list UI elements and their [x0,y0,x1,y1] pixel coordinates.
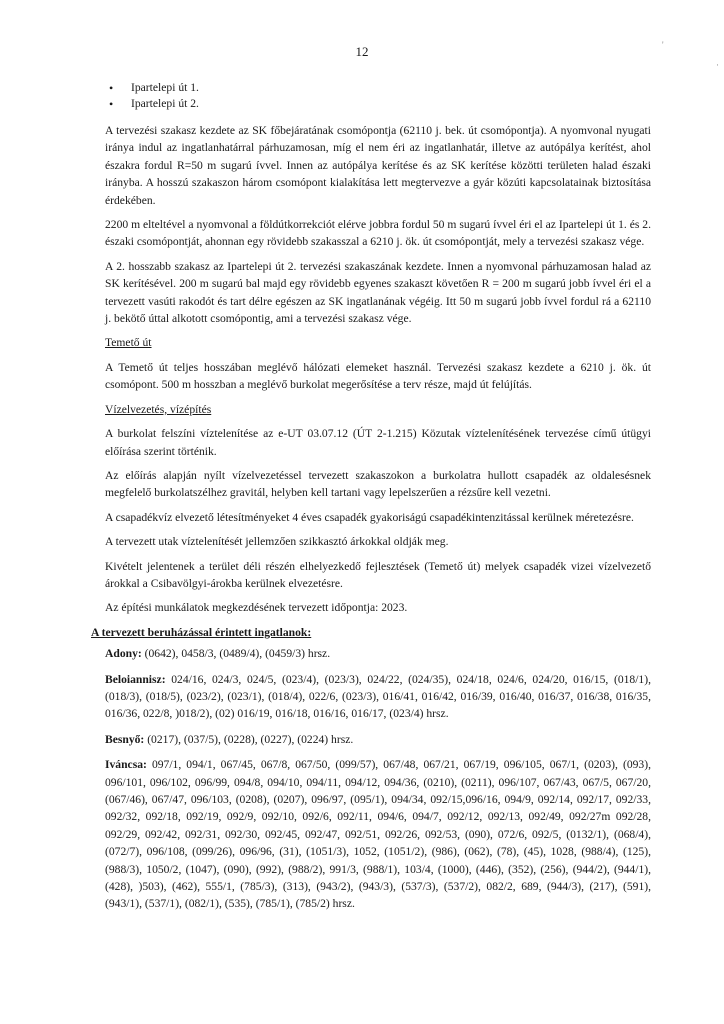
paragraph: A 2. hosszabb szakasz az Ipartelepi út 2. tervezési szakaszának kezdete. Innen a nyomvonal párhuzamosan halad az SK kerítésével. 200 m sugarú bal majd egy rövidebb egyenes szakaszt követően R = 200 m sugarú jobb ívvel éri el a tervezett vasúti rakodót és tart délre egészen az SK ingatlanának végéig. Itt 50 m sugarú jobb ívvel fordul rá a 62110 j. bekötő úttal alkotott csomópontig, ami a tervezési szakasz vége. [105,259,651,326]
bullet-item: • Ipartelepi út 1. [105,80,651,96]
municipality-name: Adony: [105,647,142,661]
municipality-name: Beloiannisz: [105,672,166,686]
property-list-item [105,645,651,662]
parcel-numbers: (0642), 0458/3, (0489/4), (0459/3) hrsz. [141,647,331,661]
bullet-item: • Ipartelepi út 2. [105,96,651,112]
paragraph: 2200 m elteltével a nyomvonal a földútkorrekciót elérve jobbra fordul 50 m sugarú ívvel éri el az Ipartelepi út 1. és 2. északi csomópontját, ahonnan egy rövidebb szakasszal a 6210 j. ök. út csomópontját, mely a tervezési szakasz vége. [105,218,651,249]
paragraph: A csapadékvíz elvezető létesítményeket 4 éves csapadék gyakoriságú csapadékintenzitással kerülnek méretezésre. [105,510,634,524]
section-heading-vizelvezetes: Vízelvezetés, vízépítés [105,402,212,416]
section-heading-ingatlanok: A tervezett beruházással érintett ingatlanok: [91,625,312,639]
section-heading-temeto: Temető út [105,336,152,350]
scan-mark: ' [662,40,664,50]
paragraph: Az építési munkálatok megkezdésének tervezett időpontja: 2023. [105,601,408,615]
municipality-name: Besnyő: [105,732,145,746]
paragraph: A tervezett utak víztelenítését jellemzően szikkasztó árkokkal oldják meg. [105,535,449,549]
page-number: 12 [355,44,369,59]
property-list-item [105,756,651,913]
scan-mark: · [716,60,719,70]
paragraph: Az előírás alapján nyílt vízelvezetéssel tervezett szakaszokon a burkolatra hullott csapadék az oldalesésnek megfelelő burkolatszélhez gravitál, helyben kell tartani vagy lepelszerűen a rézsűre kell vezetni. [105,468,651,500]
parcel-numbers: 024/16, 024/3, 024/5, (023/4), (023/3), 024/22, (024/35), 024/18, 024/6, 024/20, 016/15, (018/1), (018/3), (018/5), (023/2), (023/1), (018/4), 022/6, (023/3), 016/41, 016/42, 016/39, 016/40, 016/37, 016/38, 016/35, 016/36, 022/8, )018/2), (02) 016/19, 016/18, 016/16, 016/17, (023/4) hrsz. [105,672,651,721]
parcel-numbers: 097/1, 094/1, 067/45, 067/8, 067/50, (099/57), 067/48, 067/21, 067/19, 096/105, 067/1, (0203), (093), 096/101, 096/102, 096/99, 094/8, 094/10, 094/11, 094/12, 094/36, (0210), (0211), 096/107, 067/43, 067/5, 067/20, (067/46), 067/47, 096/103, (0208), (0207), 096/97, (095/1), 094/34, 092/15,096/16, 094/9, 092/14, 092/17, 092/33, 092/32, 092/18, 092/19, 092/9, 092/10, 092/6, 092/11, 094/6, 094/7, 092/12, 092/13, 092/49, 092/27m 092/28, 092/29, 092/42, 092/31, 092/30, 092/45, 092/47, 092/51, 092/26, 092/53, (090), 072/6, 092/5, (0132/1), (068/4), (072/7), 096/108, (099/26), 096/96, (31), (1051/3), 1052, (1051/2), (986), (062), (78), (45), 1028, (988/4), (125), (988/3), 1050/2, (1047), (090), (992), (988/2), 991/3, (988/1), 103/4, (1000), (446), (352), (256), (944/2), (944/1), (428), )503), (462), 555/1, (785/3), (313), (943/2), (943/3), (537/3), (537/2), 082/2, 689, (944/3), (217), (591), (943/1), (537/1), (082/1), (535), (785/1), (785/2) hrsz. [105,758,651,911]
paragraph: A Temető út teljes hosszában meglévő hálózati elemeket használ. Tervezési szakasz kezdete a 6210 j. ök. út csomópont. 500 m hosszban a meglévő burkolat megerősítése a terv része, majd út felújítás. [105,360,651,392]
property-list-item [105,731,651,748]
paragraph: A burkolat felszíni víztelenítése az e-UT 03.07.12 (ÚT 2-1.215) Közutak víztelenítésének tervezése című útügyi előírása szerint történik. [105,427,651,458]
paragraph: A tervezési szakasz kezdete az SK főbejáratának csomópontja (62110 j. bek. út csomópontja). A nyomvonal nyugati iránya indul az ingatlanhatárral párhuzamosan, míg el nem éri az ingatlanhatár, illetve az autópálya kerítést, ahol északra fordul R=50 m sugarú ívvel. Innen az autópálya kerítése és az SK kerítése közötti területen halad északi irányba. A hosszú szakaszon három csomópont kialakítása lett megtervezve a gyár közúti kapcsolatainak biztosítása érdekében. [105,124,651,207]
parcel-numbers: (0217), (037/5), (0228), (0227), (0224) hrsz. [144,732,354,746]
municipality-name: Iváncsa: [105,758,147,772]
paragraph: Kivételt jelentenek a terület déli részén elhelyezkedő fejlesztések (Temető út) melyek csapadék vizei vízelvezető árokkal a Csibavölgyi-árokba kerülnek elvezetésre. [105,559,651,590]
property-list-item [105,671,651,723]
bullet-list [105,80,651,112]
page-content [91,80,651,921]
